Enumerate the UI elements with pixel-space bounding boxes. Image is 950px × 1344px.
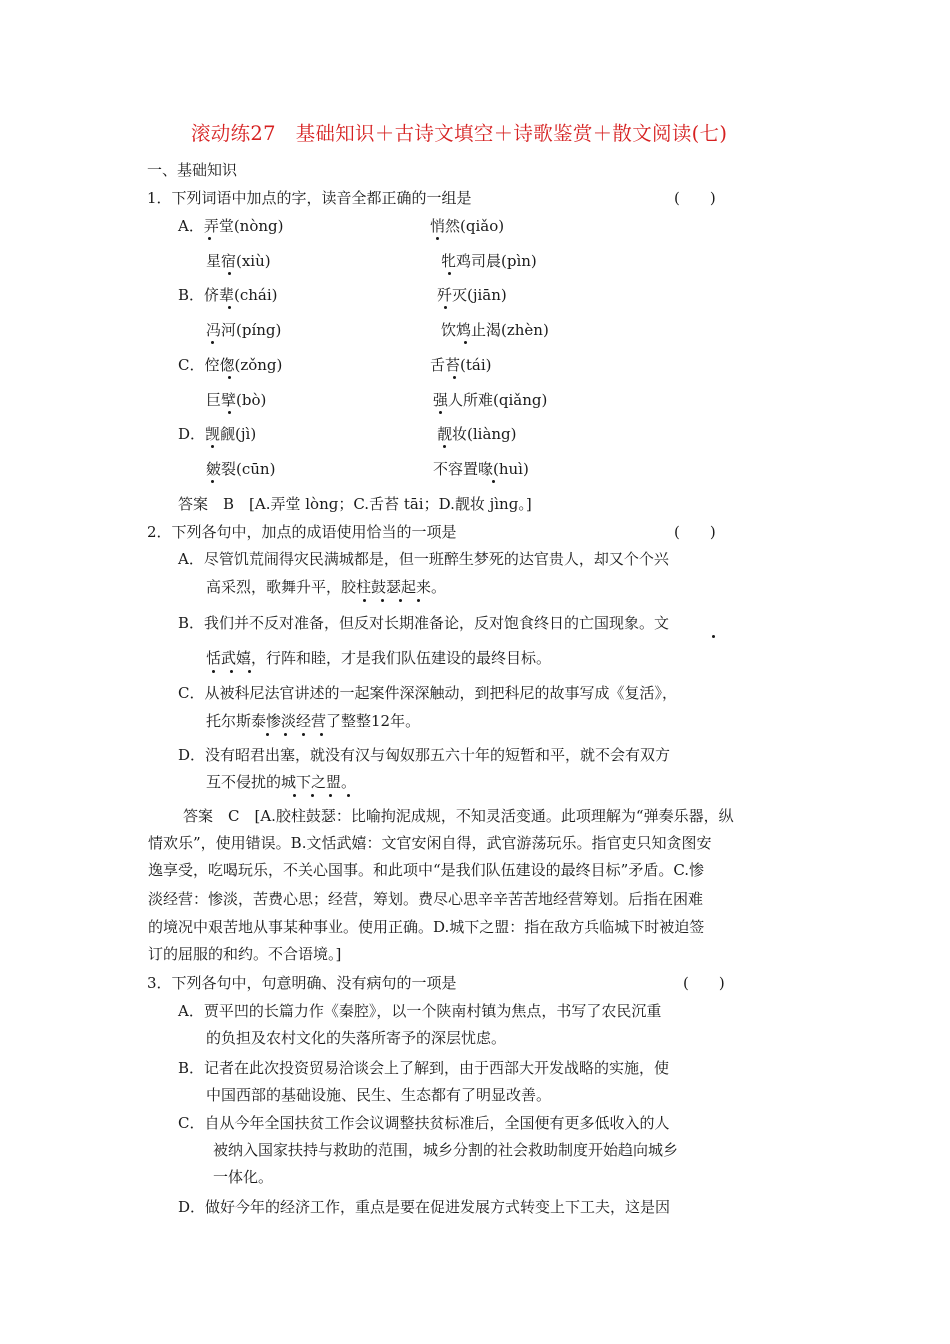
q1-option-b-2: 歼灭(jiān) [437,286,507,304]
emphasis-dot [266,733,269,736]
q1-option-a-3: 星宿(xiù) [206,252,271,270]
q2-option-d-1: D．没有昭君出塞，就没有汉与匈奴那五六十年的短暂和平，就不会有双方 [178,746,671,764]
section-heading: 一、基础知识 [147,161,238,179]
q1-option-c-4: 强人所难(qiǎng) [433,391,548,409]
emphasis-dot [212,670,215,673]
emphasis-dot [443,445,446,448]
emphasis-dot [464,341,467,344]
q2-option-b-2: 恬武嬉，行阵和睦，才是我们队伍建设的最终目标。 [206,649,552,667]
emphasis-dot [284,733,287,736]
emphasis-dot [436,237,439,240]
q3-option-b-2: 中国西部的基础设施、民生、生态都有了明显改善。 [206,1086,552,1104]
q2-answer-line-5: 的境况中艰苦地从事某种事业。使用正确。D.城下之盟：指在敌方兵临城下时被迫签 [148,918,705,936]
emphasis-dot [211,445,214,448]
q1-option-d-1: D．觊觎(jì) [178,425,257,443]
emphasis-dot [293,794,296,797]
emphasis-dot [311,794,314,797]
q1-answer-blank: ( ) [674,189,716,207]
q2-answer-line-3: 逸享受，吃喝玩乐，不关心国事。和此项中“是我们队伍建设的最终目标”矛盾。C.惨 [148,861,705,879]
emphasis-dot [444,306,447,309]
q1-option-d-4: 不容置喙(huì) [433,460,529,478]
q2-answer-line-6: 订的屈服的和约。不合语境。] [148,945,342,963]
q1-option-b-3: 冯河(píng) [206,321,282,339]
q3-option-a-2: 的负担及农村文化的失落所寄予的深层忧虑。 [206,1029,507,1047]
emphasis-dot [448,272,451,275]
q3-option-b-1: B．记者在此次投资贸易洽谈会上了解到，由于西部大开发战略的实施，使 [178,1059,670,1077]
q1-option-a-1: A．弄堂(nòng) [178,217,284,235]
q1-option-c-3: 巨擘(bò) [206,391,267,409]
emphasis-dot [417,599,420,602]
q2-option-a-1: A．尽管饥荒闹得灾民满城都是，但一班醉生梦死的达官贵人，却又个个兴 [178,550,669,568]
emphasis-dot [248,670,251,673]
emphasis-dot [228,411,231,414]
emphasis-dot [320,733,323,736]
q2-option-d-2: 互不侵扰的城下之盟。 [206,773,357,791]
q2-answer-line-4: 淡经营：惨淡，苦费心思；经营，筹划。费尽心思辛辛苦苦地经营筹划。后指在困难 [148,890,704,908]
q2-option-a-2: 高采烈，歌舞升平，胶柱鼓瑟起来。 [206,578,447,596]
q3-option-c-2: 被纳入国家扶持与救助的范围，城乡分割的社会救助制度开始趋向城乡 [213,1141,679,1159]
emphasis-dot [208,237,211,240]
emphasis-dot [347,794,350,797]
q2-answer-line-1: 答案 C [A.胶柱鼓瑟：比喻拘泥成规，不知灵活变通。此项理解为“弹奏乐器，纵 [183,807,734,825]
emphasis-dot [453,376,456,379]
q3-stem: 3．下列各句中，句意明确、没有病句的一项是 [147,974,457,992]
q2-option-c-1: C．从被科尼法官讲述的一起案件深深触动，到把科尼的故事写成《复活》， [178,684,677,702]
q1-answer: 答案 B [A.弄堂 lònɡ；C.舌苔 tāi；D.靓妆 jìnɡ。] [178,495,532,513]
emphasis-dot [399,599,402,602]
emphasis-dot [302,733,305,736]
page-title: 滚动练27 基础知识＋古诗文填空＋诗歌鉴赏＋散文阅读(七) [191,122,728,145]
q1-option-c-2: 舌苔(tái) [430,356,492,374]
q2-option-c-2: 托尔斯泰惨淡经营了整整12年。 [206,712,421,730]
emphasis-dot [363,599,366,602]
q1-option-b-1: B．侪辈(chái) [178,286,278,304]
q2-option-b-1: B．我们并不反对准备，但反对长期准备论，反对饱食终日的亡国现象。文 [178,614,670,632]
q2-answer-blank: ( ) [674,523,716,541]
emphasis-dot [381,599,384,602]
emphasis-dot [492,480,495,483]
q1-option-a-4: 牝鸡司晨(pìn) [441,252,537,270]
q3-option-a-1: A．贾平凹的长篇力作《秦腔》，以一个陕南村镇为焦点，书写了农民沉重 [178,1002,662,1020]
emphasis-dot [211,480,214,483]
q1-stem: 1．下列词语中加点的字，读音全都正确的一组是 [147,189,472,207]
q1-option-b-4: 饮鸩止渴(zhèn) [441,321,549,339]
q3-option-c-1: C．自从今年全国扶贫工作会议调整扶贫标准后，全国便有更多低收入的人 [178,1114,670,1132]
q3-answer-blank: ( ) [683,974,725,992]
emphasis-dot [228,272,231,275]
q1-option-a-2: 悄然(qiǎo) [430,217,505,235]
emphasis-dot [228,306,231,309]
emphasis-dot [712,635,715,638]
emphasis-dot [329,794,332,797]
q1-option-d-3: 皴裂(cūn) [206,460,276,478]
emphasis-dot [230,670,233,673]
q1-option-d-2: 靓妆(liàng) [437,425,517,443]
q3-option-d-1: D．做好今年的经济工作，重点是要在促进发展方式转变上下工夫，这是因 [178,1198,671,1216]
q2-stem: 2．下列各句中，加点的成语使用恰当的一项是 [147,523,457,541]
q1-option-c-1: C．倥偬(zǒng) [178,356,283,374]
emphasis-dot [211,341,214,344]
q2-answer-line-2: 情欢乐”，使用错误。B.文恬武嬉：文官安闲自得，武官游荡玩乐。指官吏只知贪图安 [148,834,712,852]
emphasis-dot [228,376,231,379]
emphasis-dot [439,411,442,414]
q3-option-c-3: 一体化。 [213,1168,274,1186]
